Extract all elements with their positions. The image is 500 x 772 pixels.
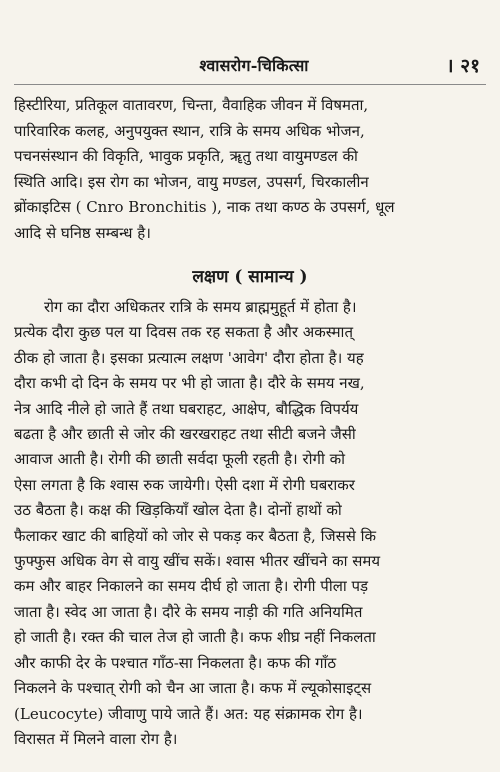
text-line: उठ बैठता है। कक्ष की खिड़कियाँ खोल देता है। दोनों हाथों को (14, 501, 342, 520)
text-line: निकलने के पश्चात् रोगी को चैन आ जाता है। कफ में ल्यूकोसाइट्स (14, 679, 372, 698)
text-line: ऐसा लगता है कि श्वास रुक जायेगी। ऐसी दशा में रोगी घबराकर (14, 475, 355, 494)
text-line: जाता है। स्वेद आ जाता है। दौरे के समय नाड़ी की गति अनियमित (14, 602, 363, 621)
text-line: फैलाकर खाट की बाहियों को जोर से पकड़ कर बैठता है, जिससे कि (14, 526, 377, 545)
text-line: हो जाती है। रक्त की चाल तेज हो जाती है। कफ शीघ्र नहीं निकलता (14, 628, 376, 647)
text-line: ब्रोंकाइटिस ( Cnro Bronchitis ), नाक तथा कण्ठ के उपसर्ग, धूल (14, 198, 395, 216)
page-header (20, 54, 488, 78)
section-heading: लक्षण ( सामान्य ) (192, 267, 308, 287)
text-line: नेत्र आदि नीले हो जाते हैं तथा घबराहट, आक्षेप, बौद्धिक विपर्यय (14, 399, 359, 418)
text-line: आदि से घनिष्ठ सम्बन्ध है। (14, 223, 151, 242)
text-line: आवाज आती है। रोगी की छाती सर्वदा फूली रहती है। रोगी को (14, 450, 346, 469)
text-line: पारिवारिक कलह, अनुपयुक्त स्थान, रात्रि के समय अधिक भोजन, (14, 121, 365, 140)
text-line: बढता है और छाती से जोर की खरखराहट तथा सीटी बजने जैसी (14, 425, 356, 444)
page-number: । २१ (446, 55, 480, 77)
text-line: ठीक हो जाता है। इसका प्रत्यात्म लक्षण 'आवेग' दौरा होता है। यह (14, 348, 364, 367)
text-line: रोग का दौरा अधिकतर रात्रि के समय ब्राह्ममुहूर्त में होता है। (44, 298, 357, 316)
text-line: फुफ्फुस अधिक वेग से वायु खींच सकें। श्वास भीतर खींचने का समय (14, 552, 381, 571)
text-line: दौरा कभी दो दिन के समय पर भी हो जाता है। दौरे के समय नख, (14, 374, 365, 393)
text-line: (Leucocyte) जीवाणु पाये जाते हैं। अत: यह संक्रामक रोग है। (14, 704, 363, 723)
running-title: श्वासरोग-चिकित्सा (199, 56, 309, 75)
text-line: विरासत में मिलने वाला रोग है। (14, 729, 178, 748)
symptoms-paragraph (14, 295, 488, 752)
header-divider (14, 84, 486, 85)
text-line: कम और बाहर निकालने का समय दीर्घ हो जाता है। रोगी पीला पड़ (14, 577, 369, 596)
text-line: और काफी देर के पश्चात गाँठ-सा निकलता है। कफ की गाँठ (14, 653, 337, 672)
text-line: स्थिति आदि। इस रोग का भोजन, वायु मण्डल, उपसर्ग, चिरकालीन (14, 172, 369, 191)
text-line: पचनसंस्थान की विकृति, भावुक प्रकृति, ॠतु तथा वायुमण्डल की (14, 147, 358, 165)
intro-paragraph (14, 93, 488, 246)
text-line: हिस्टीरिया, प्रतिकूल वातावरण, चिन्ता, वैवाहिक जीवन में विषमता, (14, 96, 369, 114)
text-line: प्रत्येक दौरा कुछ पल या दिवस तक रह सकता है और अकस्मात् (14, 323, 353, 342)
